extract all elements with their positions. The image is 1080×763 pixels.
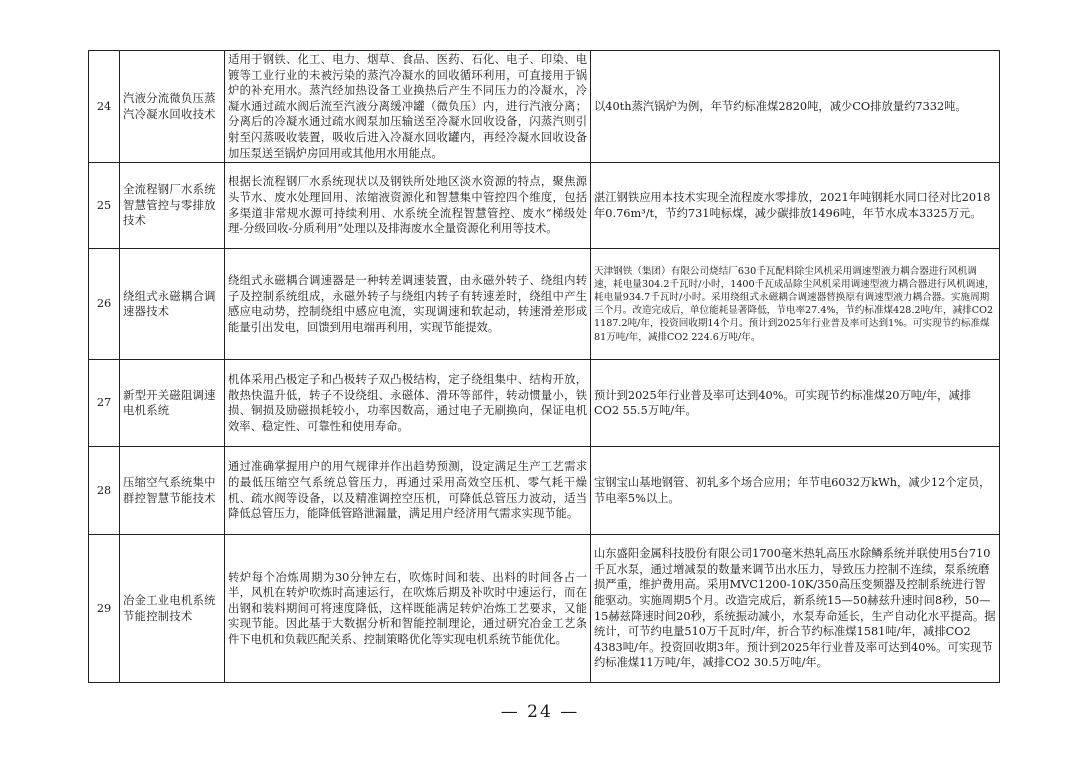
technology-name: 冶金工业电机系统节能控制技术 bbox=[120, 535, 225, 683]
page-number: — 24 — bbox=[500, 702, 580, 722]
row-number: 27 bbox=[89, 360, 120, 447]
row-number: 26 bbox=[89, 249, 120, 360]
technology-description: 绕组式永磁耦合调速器是一种转差调速装置，由永磁外转子、绕组内转子及控制系统组成，永磁外转子与绕组内转子有转速差时，绕组中产生感应电动势，控制绕组中感应电流，实现调速和软起动，转速滑差形成能量引出发电，回馈到用电端再利用，实现节能提效。 bbox=[225, 249, 591, 360]
application-effect: 预计到2025年行业普及率可达到40%。可实现节约标准煤20万吨/年，减排CO2 55.5万吨/年。 bbox=[591, 360, 1000, 447]
technology-name: 汽液分流微负压蒸汽冷凝水回收技术 bbox=[120, 51, 225, 163]
technology-name: 绕组式永磁耦合调速器技术 bbox=[120, 249, 225, 360]
technology-table bbox=[88, 50, 1000, 683]
technology-description: 转炉每个冶炼周期为30分钟左右，吹炼时间和装、出料的时间各占一半，风机在转炉吹炼时高速运行，在吹炼后期及补吹时中速运行，而在出钢和装料期间可将速度降低，这样既能满足转炉冶炼工艺要求，又能实现节能。因此基于大数据分析和智能控制理论，通过研究冶金工艺条件下电机和负载匹配关系、控制策略优化等实现电机系统节能优化。 bbox=[225, 535, 591, 683]
technology-description: 根据长流程钢厂水系统现状以及钢铁所处地区淡水资源的特点，聚焦源头节水、废水处理回用、浓缩液资源化和智慧集中管控四个维度，包括多渠道非常规水源可持续利用、水系统全流程智慧管控、废水“梯级处理-分级回收-分质利用”处理以及排海废水全量资源化利用等技术。 bbox=[225, 163, 591, 249]
row-number: 29 bbox=[89, 535, 120, 683]
table-row bbox=[89, 535, 1000, 683]
table-row bbox=[89, 163, 1000, 249]
technology-name: 全流程钢厂水系统智慧管控与零排放技术 bbox=[120, 163, 225, 249]
technology-description: 通过准确掌握用户的用气规律并作出趋势预测，设定满足生产工艺需求的最低压缩空气系统总管压力，再通过采用高效空压机、零气耗干燥机、疏水阀等设备，以及精准调控空压机，可降低总管压力波动，适当降低总管压力，能降低管路泄漏量，满足用户经济用气需求实现节能。 bbox=[225, 447, 591, 535]
application-effect: 天津钢铁（集团）有限公司烧结厂630千瓦配料除尘风机采用调速型液力耦合器进行风机调速，耗电量304.2千瓦时/小时，1400千瓦成品除尘风机采用调速型液力耦合器进行风机调速，耗电量934.7千瓦时/小时。采用绕组式永磁耦合调速器替换原有调速型液力耦合器。实施周期三个月。改造完成后，单位能耗显著降低，节电率27.4%，节约标准煤428.2吨/年，减排CO2 1187.2吨/年，投资回收期14个月。预计到2025年行业普及率可达到1%。可实现节约标准煤81万吨/年，减排CO2 224.6万吨/年。 bbox=[591, 249, 1000, 360]
technology-name: 压缩空气系统集中群控智慧节能技术 bbox=[120, 447, 225, 535]
application-effect: 湛江钢铁应用本技术实现全流程废水零排放，2021年吨钢耗水同口径对比2018年0.76m³/t，节约731吨标煤，减少碳排放1496吨，年节水成本3325万元。 bbox=[591, 163, 1000, 249]
table-row bbox=[89, 51, 1000, 163]
row-number: 25 bbox=[89, 163, 120, 249]
application-effect: 山东盛阳金属科技股份有限公司1700毫米热轧高压水除鳞系统并联使用5台710千瓦水泵，通过增减泵的数量来调节出水压力，导致压力控制不连续，泵系统磨损严重，维护费用高。采用MVC1200-10K/350高压变频器及控制系统进行智能驱动。实施周期5个月。改造完成后，新系统15—50赫兹升速时间8秒，50—15赫兹降速时间20秒，系统振动减小，水泵寿命延长，生产自动化水平提高。据统计，可节约电量510万千瓦时/年，折合节约标准煤1581吨/年，减排CO2 4383吨/年。投资回收期3年。预计到2025年行业普及率可达到40%。可实现节约标准煤11万吨/年，减排CO2 30.5万吨/年。 bbox=[591, 535, 1000, 683]
table-row bbox=[89, 360, 1000, 447]
table-row bbox=[89, 249, 1000, 360]
row-number: 28 bbox=[89, 447, 120, 535]
row-number: 24 bbox=[89, 51, 120, 163]
technology-description: 机体采用凸极定子和凸极转子双凸极结构，定子绕组集中、结构开放，散热快温升低，转子不设绕组、永磁体、滑环等部件，转动惯量小，铁损、铜损及励磁损耗较小，功率因数高，通过电子无刷换向，保证电机效率、稳定性、可靠性和使用寿命。 bbox=[225, 360, 591, 447]
application-effect: 以40th蒸汽锅炉为例，年节约标准煤2820吨，减少CO排放量约7332吨。 bbox=[591, 51, 1000, 163]
technology-description: 适用于钢铁、化工、电力、烟草、食品、医药、石化、电子、印染、电镀等工业行业的未被污染的蒸汽冷凝水的回收循环利用，可直接用于锅炉的补充用水。蒸汽经加热设备工业换热后产生不同压力的冷凝水，冷凝水通过疏水阀后流至汽液分离缓冲罐（微负压）内，进行汽液分离；分离后的冷凝水通过疏水阀泵加压输送至冷凝水回收设备，闪蒸汽则引射至闪蒸吸收装置，吸收后进入冷凝水回收罐内，再经冷凝水回收设备加压泵送至锅炉房回用或其他用水用能点。 bbox=[225, 51, 591, 163]
technology-name: 新型开关磁阻调速电机系统 bbox=[120, 360, 225, 447]
application-effect: 宝钢宝山基地钢管、初轧多个场合应用；年节电6032万kWh，减少12个定员，节电率5%以上。 bbox=[591, 447, 1000, 535]
table-row bbox=[89, 447, 1000, 535]
